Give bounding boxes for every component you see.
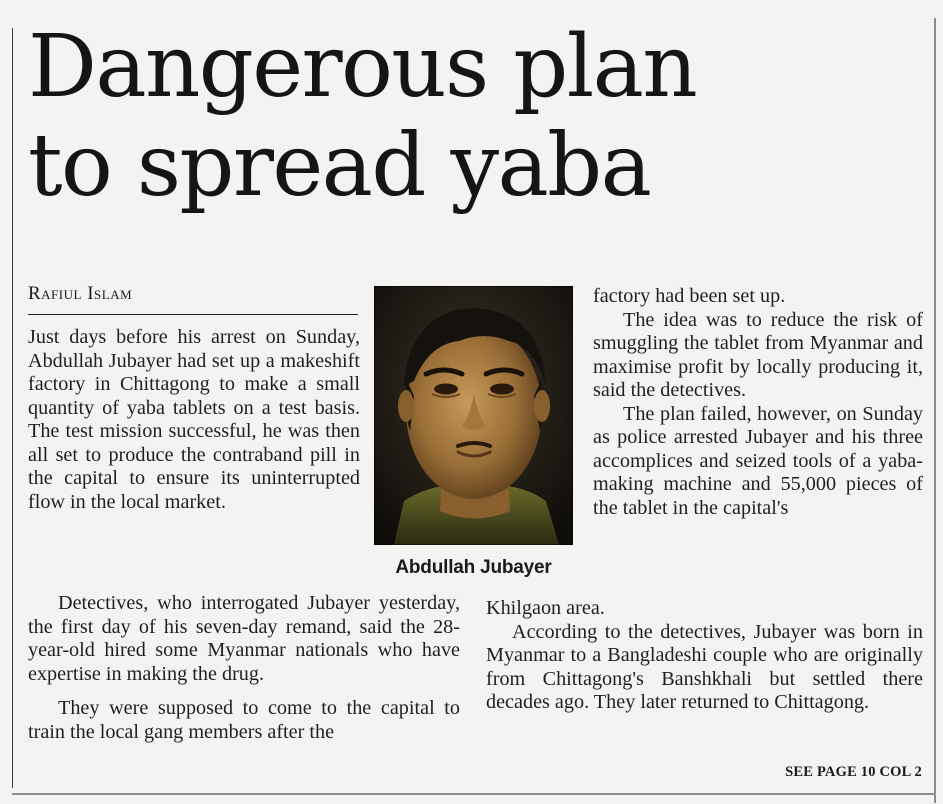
portrait-icon: [374, 286, 573, 545]
portrait-photo: [374, 286, 573, 545]
paragraph-3: They were supposed to come to the capital to train the local gang members after the: [28, 697, 460, 743]
paragraph-5-end: Khilgaon area.: [486, 597, 605, 619]
paragraph-5: The plan failed, however, on Sunday as police arrested Jubayer and his three accomplices and seized tools of a yaba-making machine and 55,000 pieces of the tablet in the capital's: [593, 402, 923, 519]
column-right-bottom: [486, 597, 923, 715]
bottom-rule: [12, 793, 936, 795]
paragraph-4: The idea was to reduce the risk of smuggling the tablet from Myanmar and maximise profit by locally producing it, said the detectives.: [593, 308, 923, 401]
paragraph-continuation: factory had been set up.: [593, 285, 786, 307]
column-rule-right: [934, 18, 936, 803]
column-right-top: [593, 285, 923, 520]
column-left-top: [28, 326, 360, 514]
column-left-bottom: [28, 592, 460, 744]
column-rule-left: [12, 28, 13, 788]
photo-caption: Abdullah Jubayer: [395, 557, 552, 578]
headline-line-2: to spread yaba: [28, 116, 651, 216]
paragraph-2: Detectives, who interrogated Jubayer yesterday, the first day of his seven-day remand, said the 28-year-old hired some Myanmar nationals who have expertise in making the drug.: [28, 592, 460, 685]
headline: [28, 18, 918, 216]
jump-line: SEE PAGE 10 COL 2: [785, 764, 922, 780]
paragraph-1: Just days before his arrest on Sunday, Abdullah Jubayer had set up a makeshift factory in Chittagong to make a small quantity of yaba tablets on a test basis. The test mission successful, he was then all set to produce the contraband pill in the capital to ensure its uninterrupted flow in the local market.: [28, 326, 360, 513]
byline: Rafiul Islam: [28, 283, 133, 304]
paragraph-6: According to the detectives, Jubayer was born in Myanmar to a Bangladeshi couple who are originally from Chittagong's Banshkhali but settled there decades ago. They later returned to Chittagong.: [486, 620, 923, 713]
headline-line-1: Dangerous plan: [28, 17, 697, 117]
byline-rule: [28, 314, 358, 315]
